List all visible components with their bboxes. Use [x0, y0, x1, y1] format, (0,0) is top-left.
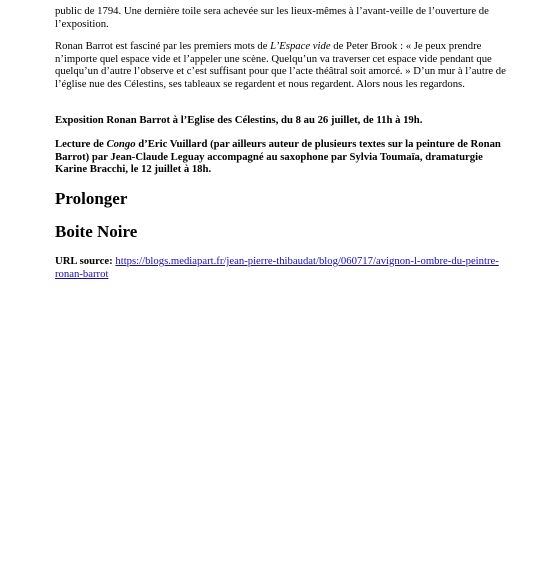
paragraph-text: Ronan Barrot est fasciné par les premiers mots de — [55, 40, 271, 52]
heading-boite-noire: Boite Noire — [55, 222, 138, 241]
source-link[interactable]: https://blogs.mediapart.fr/jean-pierre-thibaudat/blog/060717/avignon-l-ombre-du-peintre-ronan-barrot — [55, 255, 499, 280]
paragraph-text: de Peter Brook : « Je peux prendre n’importe quel espace vide et l’appeler une scène. Quelqu’un va traverser cet espace vide pendant que quelqu’un d’autre l’observe et c’est suffisant pour que l’acte théâtral soit amorcé. » D’un mur à l’autre de l’église nue des Célestins, ses tableaux se regardent et nous regardent. Alors nous les regardons. — [55, 40, 506, 90]
url-source — [55, 255, 507, 280]
paragraph-text: d’Eric Vuillard (par ailleurs auteur de plusieurs textes sur la peinture de Ronan Barrot) par Jean-Claude Leguay accompagné au saxophone par Sylvia Toumaïa, dramaturgie Karine Bracchi, le 12 juillet à 18h. — [55, 138, 501, 176]
paragraph-lecture — [55, 138, 507, 176]
paragraph-peter-brook — [55, 40, 507, 90]
paragraph-exposition-dates: Exposition Ronan Barrot à l’Eglise des Célestins, du 8 au 26 juillet, de 11h à 19h. — [55, 114, 423, 126]
paragraph-text: Lecture de — [55, 138, 107, 150]
heading-prolonger: Prolonger — [55, 189, 128, 208]
url-source-label: URL source: — [55, 255, 113, 267]
paragraph-exposition-intro: public de 1794. Une dernière toile sera achevée sur les lieux-mêmes à l’avant-veille de l’ouverture de l’exposition. — [55, 5, 489, 30]
book-title: Congo — [106, 138, 136, 150]
book-title: L’Espace vide — [270, 40, 331, 52]
